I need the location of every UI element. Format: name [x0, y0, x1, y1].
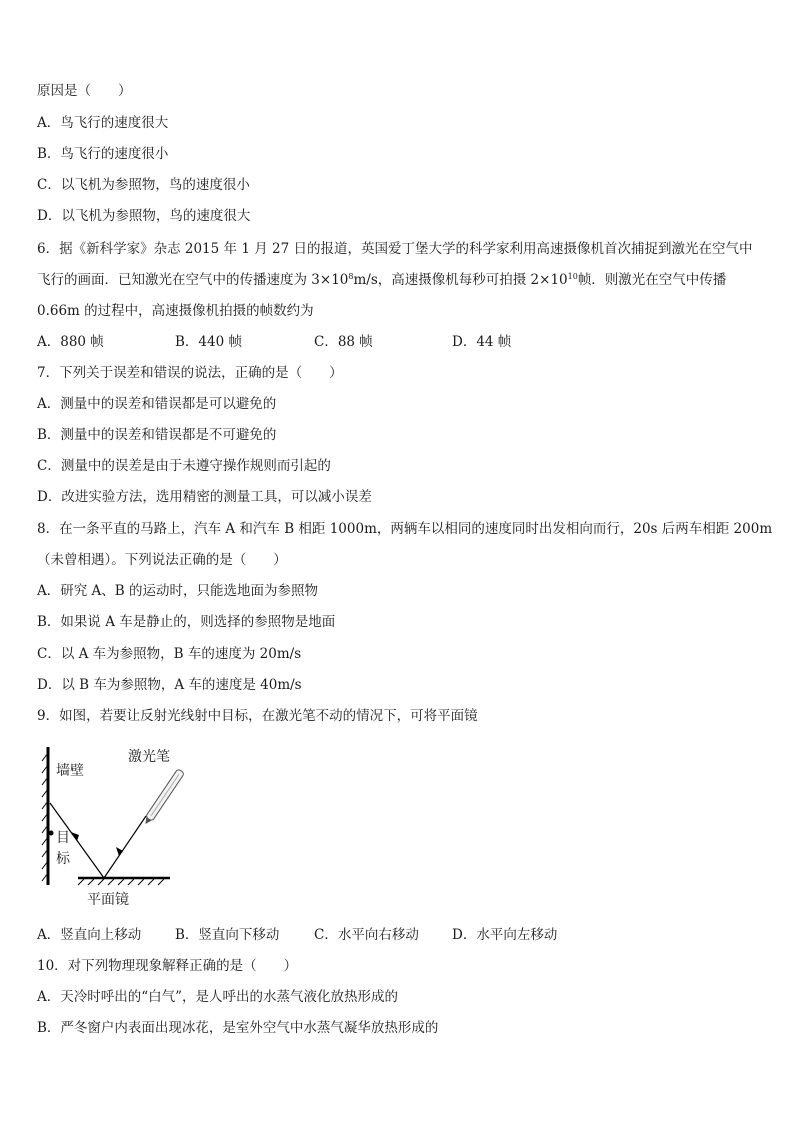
q8-option-d: D．以 B 车为参照物，A 车的速度是 40m/s — [37, 677, 302, 693]
q6-line2-part-c: 帧．则激光在空气中传播 — [577, 272, 727, 288]
q9-option-b: B．竖直向下移动 — [175, 927, 280, 943]
q5-option-b: B．鸟飞行的速度很小 — [37, 146, 169, 162]
incident-arrow — [116, 847, 123, 856]
reflected-arrow — [71, 832, 79, 841]
q6-stem-line1: 6．据《新科学家》杂志 2015 年 1 月 27 日的报道，英国爱丁堡大学的科学家利用高速摄像机首次捕捉到激光在空气中 — [37, 241, 753, 257]
q9-option-a: A．竖直向上移动 — [37, 927, 142, 943]
target-label-2: 标 — [56, 851, 70, 867]
incident-ray — [104, 816, 146, 878]
q5-option-a: A．鸟飞行的速度很大 — [37, 115, 169, 131]
q6-option-b: B．440 帧 — [175, 334, 242, 350]
q5-option-c: C．以飞机为参照物，鸟的速度很小 — [37, 177, 250, 193]
q7-option-b: B．测量中的误差和错误都是不可避免的 — [37, 427, 277, 443]
q6-exponent-10: 10 — [567, 272, 578, 281]
q7-option-a: A．测量中的误差和错误都是可以避免的 — [37, 396, 277, 412]
q5-stem-end: 原因是（ ） — [37, 83, 132, 99]
q6-option-c: C．88 帧 — [314, 334, 373, 350]
q10-option-b: B．严冬窗户内表面出现冰花，是室外空气中水蒸气凝华放热形成的 — [37, 1020, 439, 1036]
target-label-1: 目 — [56, 830, 70, 846]
target-dot — [49, 831, 54, 836]
q9-figure — [40, 745, 220, 910]
q5-option-d: D．以飞机为参照物，鸟的速度很大 — [37, 208, 251, 224]
q6-stem-line3: 0.66m 的过程中，高速摄像机拍摄的帧数约为 — [37, 303, 314, 319]
q6-option-a: A．880 帧 — [37, 334, 104, 350]
mirror-hatching — [78, 879, 164, 885]
laser-pen-icon — [142, 769, 184, 827]
q8-stem-line2: （未曾相遇）。下列说法正确的是（ ） — [37, 552, 287, 568]
q6-line2-part-b: m/s，高速摄像机每秒可拍摄 2×10 — [353, 272, 568, 288]
q9-option-d: D．水平向左移动 — [452, 927, 558, 943]
q6-line2-part-a: 飞行的画面．已知激光在空气中的传播速度为 3×10 — [37, 272, 349, 288]
q8-option-a: A．研究 A、B 的运动时，只能选地面为参照物 — [37, 583, 319, 599]
q10-option-a: A．天冷时呼出的“白气”，是人呼出的水蒸气液化放热形成的 — [37, 989, 399, 1005]
q9-stem: 9．如图，若要让反射光线射中目标，在激光笔不动的情况下，可将平面镜 — [37, 708, 478, 724]
q9-option-c: C．水平向右移动 — [314, 927, 419, 943]
q6-exponent-8: 8 — [348, 272, 354, 281]
mirror-label: 平面镜 — [87, 892, 129, 908]
q8-option-c: C．以 A 车为参照物，B 车的速度为 20m/s — [37, 646, 302, 662]
q8-option-b: B．如果说 A 车是静止的，则选择的参照物是地面 — [37, 614, 336, 630]
q7-stem: 7．下列关于误差和错误的说法，正确的是（ ） — [37, 365, 343, 381]
q8-stem-line1: 8．在一条平直的马路上，汽车 A 和汽车 B 相距 1000m，两辆车以相同的速度同时出发相向而行，20s 后两车相距 200m — [37, 521, 773, 537]
wall-label: 墙壁 — [56, 763, 84, 779]
q7-option-c: C．测量中的误差是由于未遵守操作规则而引起的 — [37, 458, 331, 474]
q10-stem: 10．对下列物理现象解释正确的是（ ） — [37, 958, 298, 974]
q7-option-d: D．改进实验方法，选用精密的测量工具，可以减小误差 — [37, 489, 372, 505]
q6-stem-line2 — [37, 271, 726, 289]
laser-label: 激光笔 — [128, 749, 170, 765]
q6-option-d: D．44 帧 — [452, 334, 512, 350]
